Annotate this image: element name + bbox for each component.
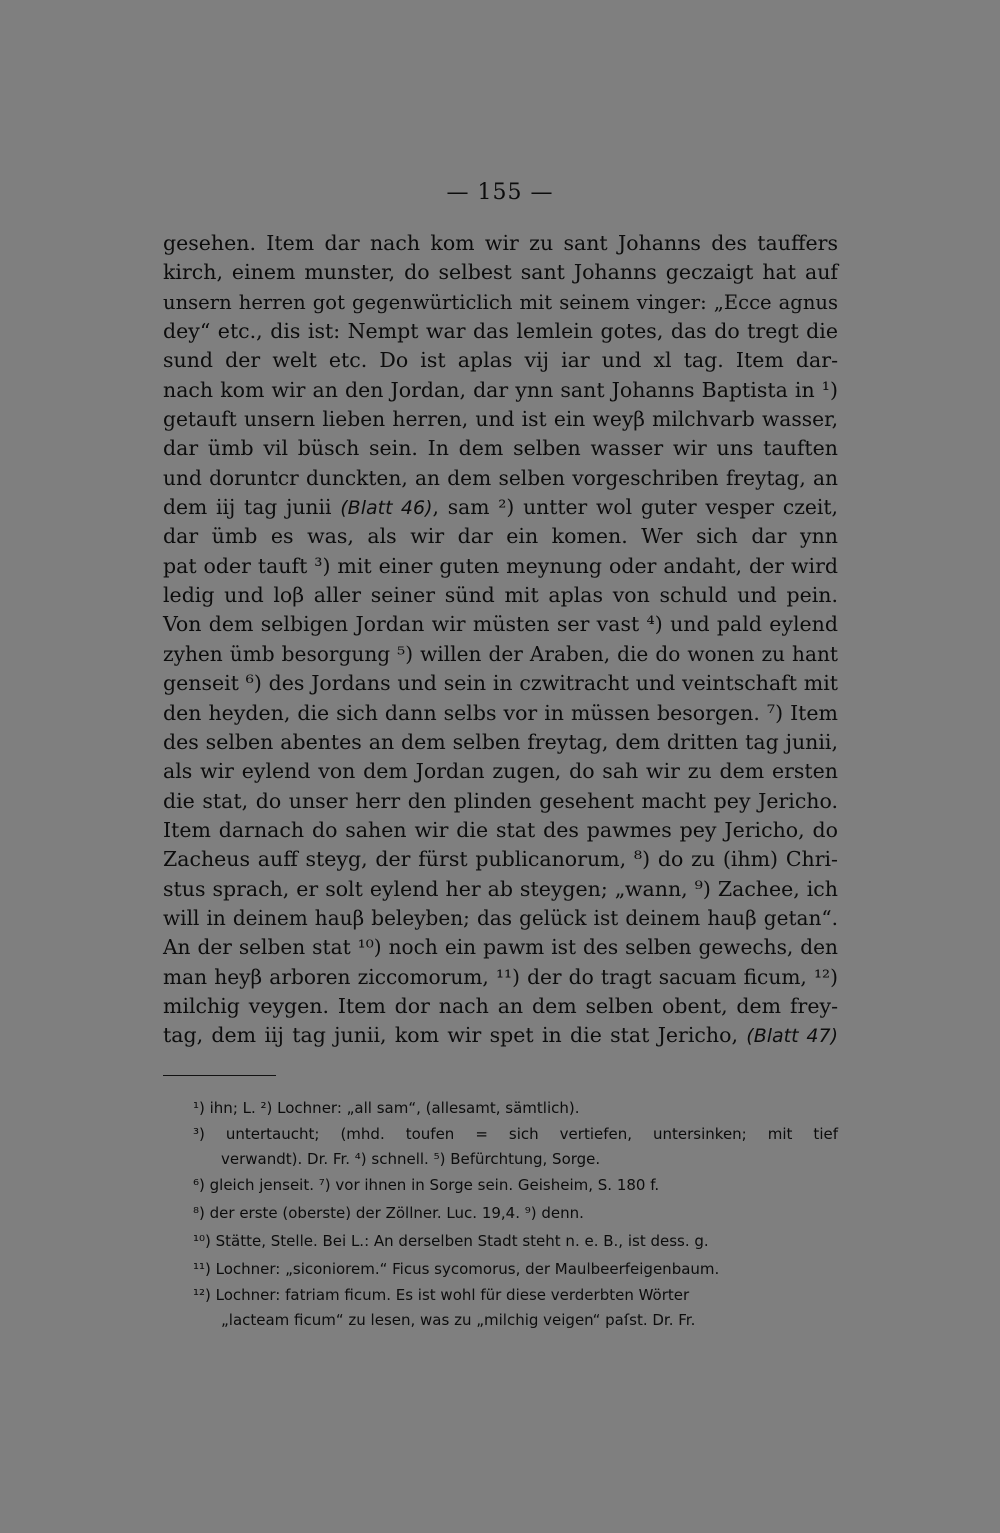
- page-number: — 155 —: [446, 180, 554, 205]
- text-fragment: dem iij tag junii: [163, 495, 341, 520]
- footnotes: [193, 1094, 838, 1332]
- text-line: des selben abentes an dem selben freytag, dem dritten tag junii,: [163, 729, 838, 754]
- text-line: [163, 1021, 838, 1050]
- text-line: als wir eylend von dem Jordan zugen, do sah wir zu dem ersten: [163, 759, 838, 784]
- text-line: [163, 493, 838, 522]
- text-line: Item darnach do sahen wir die stat des pawmes pey Jericho, do: [163, 817, 838, 842]
- text-line: und doruntcr dunckten, an dem selben vorgeschriben freytag, an: [163, 465, 838, 490]
- text-fragment: tag, dem iij tag junii, kom wir spet in die stat Jericho,: [163, 1023, 747, 1048]
- text-line: kirch, einem munster, do selbest sant Johanns geczaigt hat auf: [163, 260, 838, 285]
- footnote-line: ⁶) gleich jenseit. ⁷) vor ihnen in Sorge sein. Geisheim, S. 180 f.: [193, 1176, 660, 1195]
- text-line: getauft unsern lieben herren, und ist ein weyβ milchvarb wasser,: [163, 407, 838, 432]
- text-line: Von dem selbigen Jordan wir müsten ser vast ⁴) und pald eylend: [163, 612, 838, 637]
- footnote-line: ³) untertaucht; (mhd. toufen = sich vertiefen, untersinken; mit tief: [193, 1125, 838, 1144]
- text-line: genseit ⁶) des Jordans und sein in czwitracht und veintschaft mit: [163, 671, 838, 696]
- text-line: unsern herren got gegenwürticlich mit seinem vinger: „Ecce agnus: [163, 290, 838, 314]
- text-line: dar ümb vil büsch sein. In dem selben wasser wir uns tauften: [163, 436, 838, 461]
- text-line: will in deinem hauβ beleyben; das gelück ist deinem hauβ getan“.: [163, 905, 838, 930]
- text-line: ledig und loβ aller seiner sünd mit aplas von schuld und pein.: [163, 583, 838, 608]
- text-line: gesehen. Item dar nach kom wir zu sant Johanns des tauffers: [163, 231, 838, 255]
- text-line: sund der welt etc. Do ist aplas vij iar und xl tag. Item dar-: [163, 348, 838, 373]
- blatt-marker: (Blatt 46): [340, 497, 433, 520]
- text-line: pat oder tauft ³) mit einer guten meynung oder andaht, der wird: [163, 553, 838, 578]
- text-fragment: , sam ²) untter wol guter vesper czeit,: [432, 495, 838, 520]
- footnote-line: ¹) ihn; L. ²) Lochner: „all sam“, (allesamt, sämtlich).: [193, 1099, 580, 1117]
- footnote-line: „lacteam ficum“ zu lesen, was zu „milchig veigen“ paſst. Dr. Fr.: [221, 1310, 696, 1329]
- text-line: An der selben stat ¹⁰) noch ein pawm ist des selben gewechs, den: [163, 935, 838, 960]
- footnote-line: ¹²) Lochner: fatriam ficum. Es ist wohl für diese verderbten Wörter: [193, 1286, 690, 1305]
- text-line: stus sprach, er solt eylend her ab steygen; „wann, ⁹) Zachee, ich: [163, 876, 838, 901]
- blatt-marker: (Blatt 47): [746, 1025, 838, 1048]
- text-line: die stat, do unser herr den plinden gesehent macht pey Jericho.: [163, 788, 838, 813]
- text-line: dar ümb es was, als wir dar ein komen. Wer sich dar ynn: [163, 524, 838, 549]
- text-line: zyhen ümb besorgung ⁵) willen der Araben, die do wonen zu hant: [163, 641, 838, 666]
- footnote-line: ⁸) der erste (oberste) der Zöllner. Luc. 19,4. ⁹) denn.: [193, 1204, 584, 1223]
- footnote-divider: [163, 1075, 276, 1076]
- text-line: den heyden, die sich dann selbs vor in müssen besorgen. ⁷) Item: [163, 700, 838, 725]
- text-line: nach kom wir an den Jordan, dar ynn sant Johanns Baptista in ¹): [163, 377, 838, 402]
- text-line: milchig veygen. Item dor nach an dem selben obent, dem frey-: [163, 993, 838, 1018]
- footnote-line: ¹¹) Lochner: „siconiorem.“ Ficus sycomorus, der Maulbeerfeigenbaum.: [193, 1260, 720, 1279]
- text-line: Zacheus auff steyg, der fürst publicanorum, ⁸) do zu (ihm) Chri-: [163, 847, 838, 872]
- body-text: [163, 229, 838, 1051]
- footnote-line: ¹⁰) Stätte, Stelle. Bei L.: An derselben Stadt steht n. e. B., ist dess. g.: [193, 1232, 709, 1251]
- footnote-line: verwandt). Dr. Fr. ⁴) schnell. ⁵) Befürchtung, Sorge.: [221, 1149, 601, 1168]
- text-line: dey“ etc., dis ist: Nempt war das lemlein gotes, das do tregt die: [163, 319, 838, 344]
- text-line: man heyβ arboren ziccomorum, ¹¹) der do tragt sacuam ficum, ¹²): [163, 964, 838, 989]
